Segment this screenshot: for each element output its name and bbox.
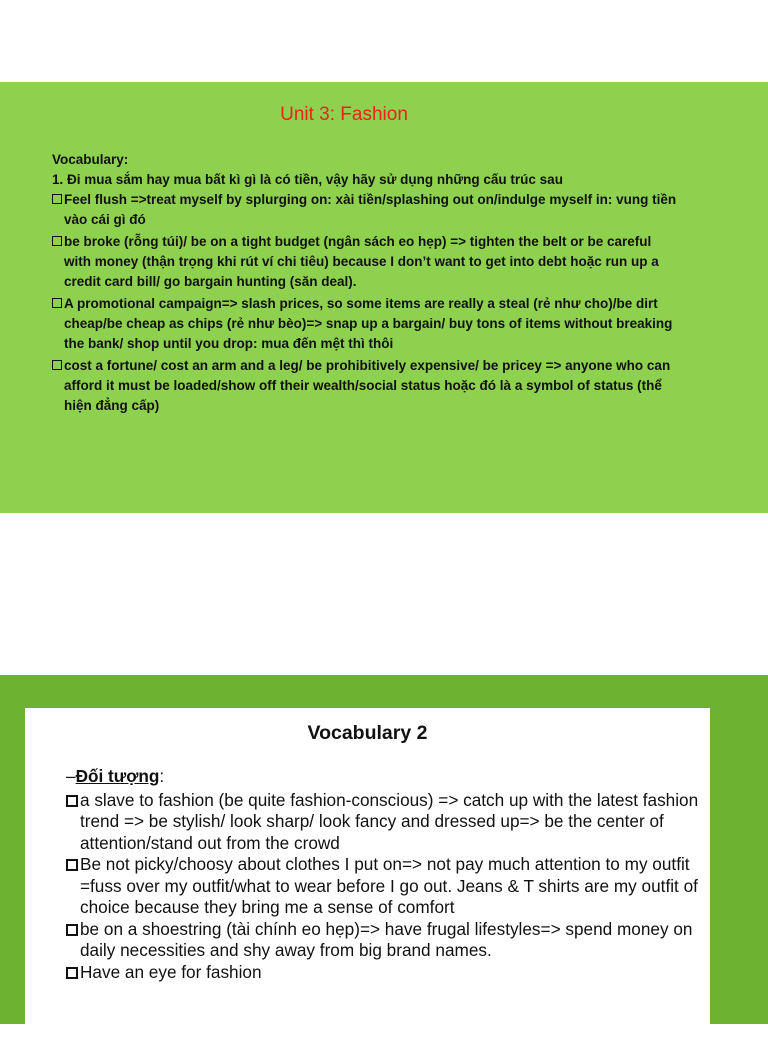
checkbox-bullet-icon xyxy=(66,795,78,807)
list-item-text: be on a shoestring (tài chính eo hẹp)=> have frugal lifestyles=> spend money on daily necessities and shy away from big brand names. xyxy=(80,918,693,960)
list-item xyxy=(52,356,682,416)
slide-1-content xyxy=(52,150,682,418)
list-item-text: A promotional campaign=> slash prices, so some items are really a steal (rẻ như cho)/be dirt cheap/be cheap as chips (rẻ như bèo)=> snap up a bargain/ buy tons of items without breaking the bank/ shop until you drop: mua đến mệt thì thôi xyxy=(64,296,673,351)
list-item xyxy=(52,190,682,230)
list-item xyxy=(52,294,682,354)
list-item-text: Have an eye for fashion xyxy=(80,961,262,982)
checkbox-bullet-icon xyxy=(52,360,62,370)
list-item xyxy=(66,919,706,962)
list-item xyxy=(52,232,682,292)
checkbox-bullet-icon xyxy=(52,236,62,246)
subheading-dash: – xyxy=(66,766,76,786)
list-item-text: a slave to fashion (be quite fashion-conscious) => catch up with the latest fashion trend => be stylish/ look sharp/ look fancy and dressed up=> be the center of attention/stand out from the crowd xyxy=(80,789,699,853)
checkbox-bullet-icon xyxy=(66,859,78,871)
slide-1-title: Unit 3: Fashion xyxy=(280,104,408,125)
slide-2-content xyxy=(66,766,706,983)
checkbox-bullet-icon xyxy=(66,924,78,936)
subheading-text: Đối tượng xyxy=(75,766,160,786)
checkbox-bullet-icon xyxy=(66,967,78,979)
list-item-text: Be not picky/choosy about clothes I put on=> not pay much attention to my outfit =fuss over my outfit/what to wear before I go out. Jeans & T shirts are my outfit of choice because they bring me a sense of comfort xyxy=(80,854,698,917)
list-item-text: cost a fortune/ cost an arm and a leg/ be prohibitively expensive/ be pricey => anyone who can afford it must be loaded/show off their wealth/social status hoặc đó là a symbol of status (thể hiện đẳng cấp) xyxy=(64,358,671,413)
checkbox-bullet-icon xyxy=(52,194,62,204)
vocabulary-label: Vocabulary: xyxy=(52,152,129,167)
list-item xyxy=(66,790,706,855)
point-1-text: 1. Đi mua sắm hay mua bất kì gì là có tiền, vậy hãy sử dụng những cấu trúc sau xyxy=(52,172,563,187)
subheading xyxy=(66,766,706,788)
list-item xyxy=(66,854,706,919)
list-item xyxy=(66,962,706,984)
list-item-text: Feel flush =>treat myself by splurging on: xài tiền/splashing out on/indulge myself in: vung tiền vào cái gì đó xyxy=(64,192,677,227)
list-item-text: be broke (rỗng túi)/ be on a tight budget (ngân sách eo hẹp) => tighten the belt or be careful with money (thận trọng khi rút ví chi tiêu) because I don’t want to get into debt hoặc run up a credit card bill/ go bargain hunting (săn deal). xyxy=(64,234,659,289)
subheading-colon: : xyxy=(159,766,165,786)
checkbox-bullet-icon xyxy=(52,298,62,308)
slide-2-title: Vocabulary 2 xyxy=(307,722,428,744)
